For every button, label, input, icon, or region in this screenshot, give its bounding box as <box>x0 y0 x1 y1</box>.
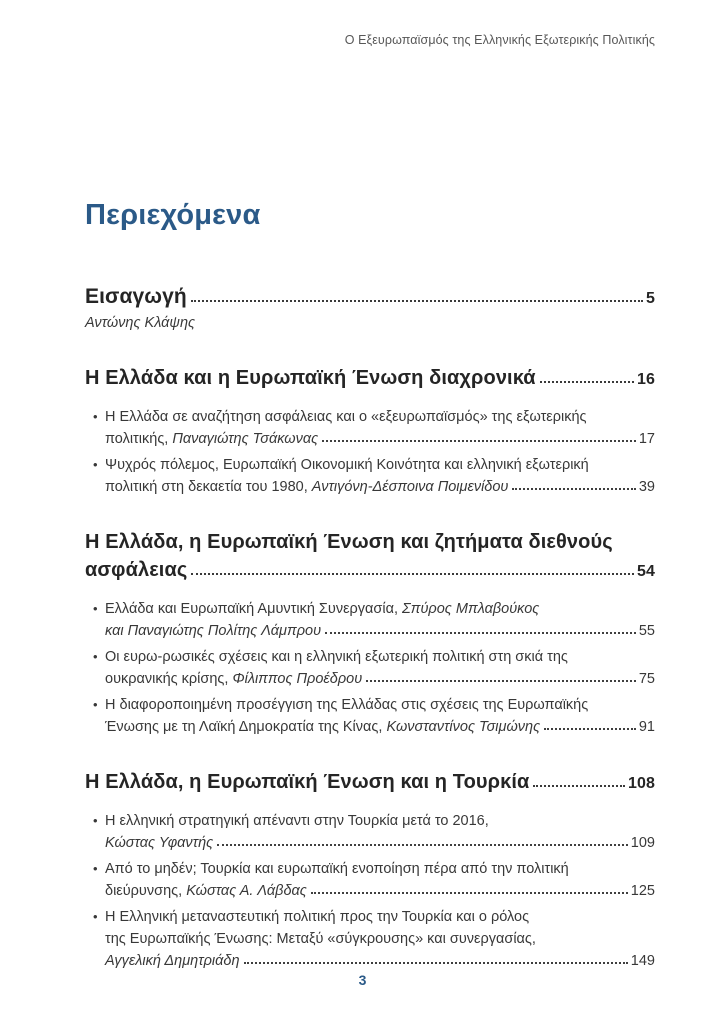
toc-line <box>85 556 655 586</box>
toc-line <box>93 406 655 428</box>
toc-line <box>105 476 655 498</box>
toc-item <box>85 906 655 972</box>
bullet-icon: • <box>93 649 98 664</box>
dotted-leader <box>217 844 628 846</box>
page-ref-number: 54 <box>637 563 655 580</box>
entry-text-segment: Η ελληνική στρατηγική απέναντι στην Τουρκία μετά το 2016, <box>105 813 489 829</box>
toc-line <box>85 284 655 312</box>
entry-text <box>105 406 587 428</box>
toc-line <box>93 858 655 880</box>
toc-intro <box>85 284 655 334</box>
entry-text <box>105 716 540 738</box>
author-name: Φίλιππος Προέδρου <box>232 671 363 687</box>
toc-line <box>93 810 655 832</box>
entry-text <box>105 428 318 450</box>
author-name: Αντώνης Κλάψης <box>85 315 196 331</box>
toc-item <box>85 598 655 642</box>
page-ref-number: 16 <box>637 371 655 388</box>
running-header: Ο Εξευρωπαϊσμός της Ελληνικής Εξωτερικής Πολιτικής <box>344 33 655 47</box>
entry-text <box>85 312 195 334</box>
entry-text <box>105 646 568 668</box>
entry-text <box>105 668 362 690</box>
dotted-leader <box>366 680 636 682</box>
entry-text-segment: Η Ελλάδα, η Ευρωπαϊκή Ένωση και ζητήματα διεθνούς <box>85 531 613 553</box>
entry-text <box>85 528 613 556</box>
entry-text-segment: Ψυχρός πόλεμος, Ευρωπαϊκή Οικονομική Κοινότητα και ελληνική εξωτερική <box>105 457 589 473</box>
toc-section <box>85 364 655 394</box>
author-name: Κώστας Α. Λάβδας <box>186 883 307 899</box>
toc-line <box>85 768 655 798</box>
entry-text-segment: Η Ελλάδα σε αναζήτηση ασφάλειας και ο «εξευρωπαϊσμός» της εξωτερικής <box>105 409 587 425</box>
dotted-leader <box>191 300 643 302</box>
toc-line <box>93 646 655 668</box>
entry-text-segment: διεύρυνσης, <box>105 883 187 899</box>
page-ref-number: 108 <box>628 775 655 792</box>
dotted-leader <box>322 440 636 442</box>
entry-text-segment: Η Ελλάδα, η Ευρωπαϊκή Ένωση και η Τουρκία <box>85 771 530 793</box>
entry-text <box>85 768 529 796</box>
toc-item <box>85 858 655 902</box>
bullet-icon: • <box>93 813 98 828</box>
bullet-icon: • <box>93 909 98 924</box>
toc-line <box>85 528 655 556</box>
toc-line <box>105 950 655 972</box>
page-ref-number: 125 <box>630 883 655 899</box>
folio-page-number: 3 <box>358 972 367 988</box>
entry-text <box>85 556 187 584</box>
author-name: Αγγελική Δημητριάδη <box>105 953 240 969</box>
entry-text <box>105 694 588 716</box>
entry-text <box>105 880 307 902</box>
entry-text-segment: Εισαγωγή <box>85 285 187 308</box>
toc <box>85 284 655 972</box>
toc-line <box>93 454 655 476</box>
entry-text <box>105 476 508 498</box>
toc-line <box>93 906 655 928</box>
toc-line <box>105 716 655 738</box>
page-ref-number: 149 <box>630 953 655 969</box>
dotted-leader <box>540 381 634 383</box>
entry-text <box>105 906 529 928</box>
dotted-leader <box>311 892 628 894</box>
entry-text <box>105 810 489 832</box>
entry-text <box>105 858 569 880</box>
page-title: Περιεχόμενα <box>85 199 261 231</box>
bullet-icon: • <box>93 861 98 876</box>
page-ref-number: 75 <box>638 671 655 687</box>
toc-line <box>105 620 655 642</box>
bullet-icon: • <box>93 457 98 472</box>
toc-section <box>85 768 655 798</box>
toc-line <box>93 694 655 716</box>
page-ref-number: 5 <box>646 290 655 307</box>
author-name: Παναγιώτης Τσάκωνας <box>172 431 319 447</box>
toc-line <box>105 928 655 950</box>
toc-item <box>85 406 655 450</box>
entry-text-segment: Η διαφοροποιημένη προσέγγιση της Ελλάδας στις σχέσεις της Ευρωπαϊκής <box>105 697 589 713</box>
dotted-leader <box>544 728 636 730</box>
toc-section <box>85 528 655 586</box>
entry-text-segment: πολιτικής, <box>105 431 173 447</box>
bullet-icon: • <box>93 601 98 616</box>
entry-text <box>105 950 240 972</box>
entry-text <box>105 454 589 476</box>
entry-text <box>105 832 213 854</box>
entry-text <box>85 364 536 392</box>
dotted-leader <box>244 962 628 964</box>
toc-line <box>85 364 655 394</box>
entry-text <box>105 620 321 642</box>
entry-text <box>105 928 536 950</box>
toc-line <box>105 668 655 690</box>
author-name: Σπύρος Μπλαβούκος <box>402 601 540 617</box>
entry-text-segment: Η Ελληνική μεταναστευτική πολιτική προς την Τουρκία και ο ρόλος <box>105 909 530 925</box>
page-ref-number: 55 <box>638 623 655 639</box>
page-ref-number: 91 <box>638 719 655 735</box>
page-ref-number: 17 <box>638 431 655 447</box>
page-ref-number: 39 <box>638 479 655 495</box>
page-ref-number: 109 <box>630 835 655 851</box>
entry-text-segment: ουκρανικής κρίσης, <box>105 671 233 687</box>
toc-line <box>105 428 655 450</box>
entry-text-segment: πολιτική στη δεκαετία του 1980, <box>105 479 312 495</box>
toc-item <box>85 694 655 738</box>
entry-text <box>85 284 187 310</box>
dotted-leader <box>512 488 635 490</box>
entry-text-segment: Η Ελλάδα και η Ευρωπαϊκή Ένωση διαχρονικά <box>85 367 536 389</box>
entry-text <box>105 598 539 620</box>
toc-line <box>105 880 655 902</box>
toc-item <box>85 454 655 498</box>
toc-line <box>85 312 655 334</box>
entry-text-segment: της Ευρωπαϊκής Ένωσης: Μεταξύ «σύγκρουσης» και συνεργασίας, <box>105 931 536 947</box>
toc-item <box>85 810 655 854</box>
author-name: και Παναγιώτης Πολίτης Λάμπρου <box>105 623 322 639</box>
dotted-leader <box>191 573 634 575</box>
entry-text-segment: Ένωσης με τη Λαϊκή Δημοκρατία της Κίνας, <box>105 719 387 735</box>
bullet-icon: • <box>93 409 98 424</box>
entry-text-segment: Από το μηδέν; Τουρκία και ευρωπαϊκή ενοποίηση πέρα από την πολιτική <box>105 861 569 877</box>
author-name: Κωνσταντίνος Τσιμώνης <box>386 719 541 735</box>
bullet-icon: • <box>93 697 98 712</box>
dotted-leader <box>325 632 636 634</box>
entry-text-segment: Οι ευρω-ρωσικές σχέσεις και η ελληνική εξωτερική πολιτική στη σκιά της <box>105 649 568 665</box>
toc-line <box>105 832 655 854</box>
author-name: Αντιγόνη-Δέσποινα Ποιμενίδου <box>311 479 509 495</box>
toc-item <box>85 646 655 690</box>
author-name: Κώστας Υφαντής <box>105 835 214 851</box>
entry-text-segment: Ελλάδα και Ευρωπαϊκή Αμυντική Συνεργασία, <box>105 601 403 617</box>
toc-line <box>93 598 655 620</box>
dotted-leader <box>533 785 625 787</box>
entry-text-segment: ασφάλειας <box>85 559 188 581</box>
